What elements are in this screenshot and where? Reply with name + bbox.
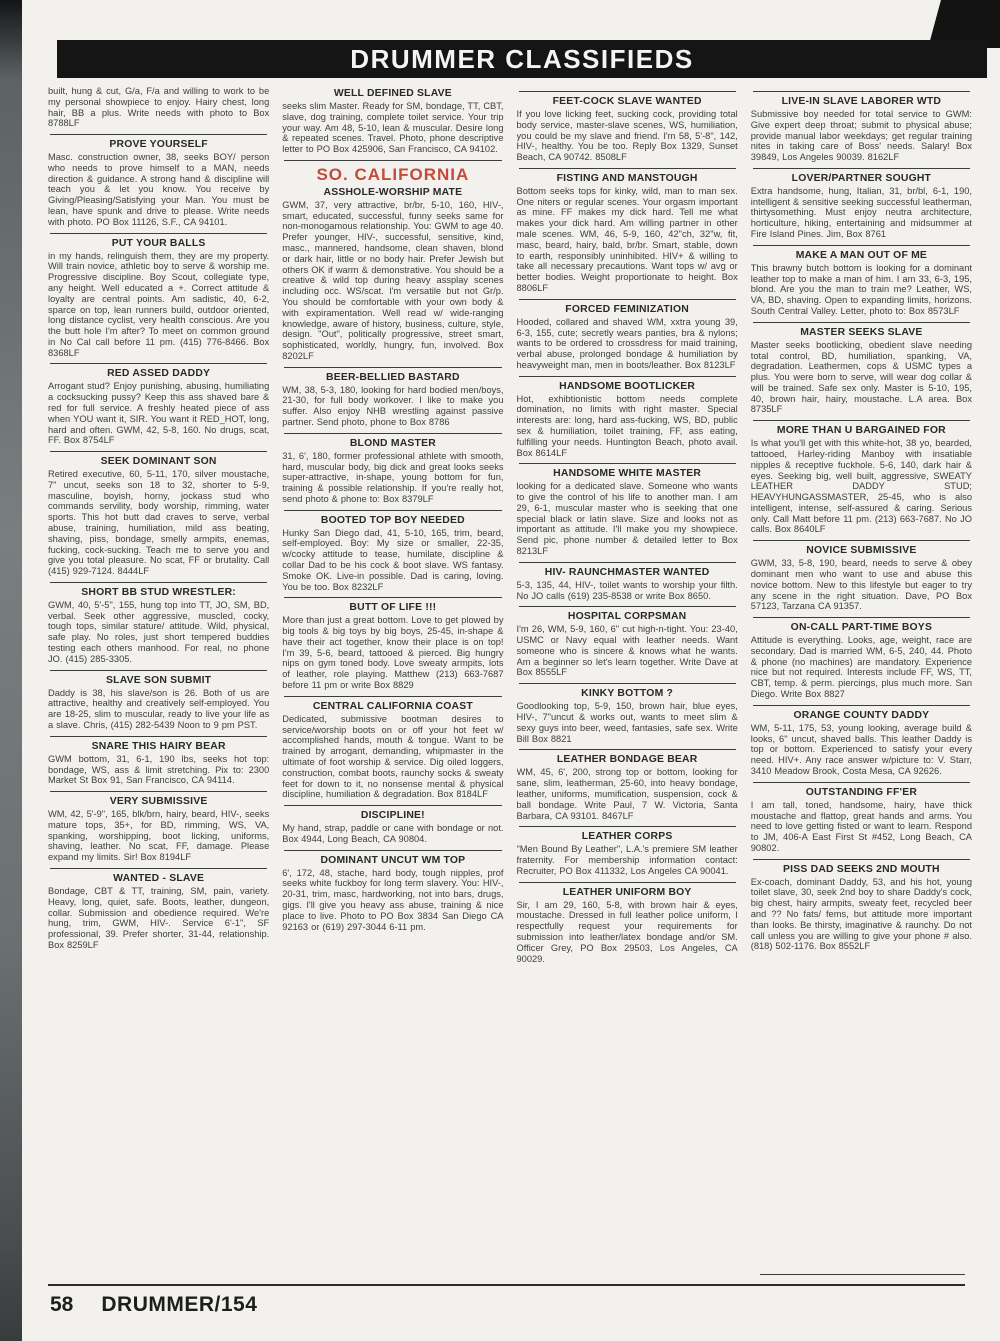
ad-title: MASTER SEEKS SLAVE <box>800 326 923 338</box>
ad-body: GWM, 33, 5-8, 190, beard, needs to serve & obey dominant men who want to use and abuse this novice bottom. New to this lifestyle but eager to try any scene in the right situation. Dave, PO Box 57123, Tarzana CA 91357. <box>750 558 972 612</box>
ad-title: ASSHOLE-WORSHIP MATE <box>323 186 463 198</box>
ad-divider <box>519 463 736 464</box>
ad-body: Masc. construction owner, 38, seeks BOY/ person who needs to prove himself to a MAN, needs direction & guidance. A strong hand & discipline will teach you & let you know. You receive by Giving/Pleasing/Satisfying your Man. You must be lean, have spunk and drive to please. Write needs with photo. PO Box 11126, S.F., CA 94101. <box>48 152 270 227</box>
column-1 <box>48 86 269 1282</box>
ad-title: SNARE THIS HAIRY BEAR <box>91 740 226 752</box>
ad-body: in my hands, relinguish them, they are my property. Will train novice, athletic boy to serve & worship me. Progressive discipline. Boy Scout, collegiate type, any height. Well educated a +. Correct attitude & loyalty are central points. Am sadistic, 40, 6-2, sparce on top, lean runners build, outdoor oriented, long distance cyclist, very health conscious. Are you the butt hole I'm after? To meet on common ground in No Cal call before 11 pm. (415) 776-8466. Box 8368LF <box>48 250 270 358</box>
ad-title: WANTED - SLAVE <box>113 872 205 884</box>
ad-body: Master seeks bootlicking, obedient slave needing total control, BD, humiliation, spanking, VA, degradation. Leathermen, cops & USMC types a plus. You were born to serve, will wear dog collar & will be trained. Safe sex only. Master is 5-10, 195, 40, brown hair, hairy, moustache. L.A area. Box 8735LF <box>750 339 972 415</box>
ad-divider <box>519 882 736 883</box>
classified-ad <box>751 545 972 612</box>
ad-body: Sir, I am 29, 160, 5-8, with brown hair & eyes, moustache. Dressed in full leather police uniform, I respectfully request your requirements for submission into leather/latex bondage and/or SM. Officer Grey, PO Box 29503, Los Angeles, CA 90029. <box>516 899 738 964</box>
ad-title: HANDSOME WHITE MASTER <box>553 468 702 480</box>
ad-divider <box>753 782 970 783</box>
ad-title: LOVER/PARTNER SOUGHT <box>791 172 932 184</box>
ad-title: FEET-COCK SLAVE WANTED <box>552 96 702 107</box>
column-3 <box>517 86 738 1282</box>
ad-body: Retired executive, 60, 5-11, 170, silver moustache, 7" uncut, seeks son 18 to 32, shorter to 5-9, masculine, boyish, horny, jockass stud who commands servility, body worship, rimming, water sports. This hot butt dad craves to serve, verbal abuse, training, humiliation, mild ass beating, shaving, piss, bondage, smelly armpits, enemas, fucking, cock-sucking. Teach me to serve you and give you total pleasure. No scat, FF or brutality. Call (415) 929-7124. 8444LF <box>48 469 270 577</box>
ad-title: SHORT BB STUD WRESTLER: <box>81 586 236 598</box>
ad-divider <box>284 160 501 161</box>
column-4 <box>751 86 972 1282</box>
page-header-bar <box>57 40 987 78</box>
classified-ad <box>282 602 503 690</box>
ad-title: BOOTED TOP BOY NEEDED <box>320 514 465 526</box>
ad-divider <box>519 683 736 684</box>
classified-ad <box>282 515 503 593</box>
ad-title: SLAVE SON SUBMIT <box>106 674 212 686</box>
ad-title: PUT YOUR BALLS <box>111 237 206 249</box>
ad-divider <box>284 597 501 598</box>
ad-title: HANDSOME BOOTLICKER <box>559 380 696 392</box>
ad-body: Dedicated, submissive bootman desires to service/worship boots on or off your hot feet w/ accomplished hands, mouth & tongue. Want to be trained by arrogant, demanding, whipmaster in the ultimate of foot worship & service. Dig oiled loggers, construction, combat boots, raunchy socks & sweaty feet for down to it, no nonsense mental & physical discipline, humiliation & degradation. Box 8184LF <box>282 713 504 800</box>
ad-divider <box>753 540 970 541</box>
ad-body: More than just a great bottom. Love to get plowed by big tools & big toys by big boys, 25-45, in-shape & have their act together, know their place is on top! I'm 39, 5-6, beard, tattooed & pierced. Big hungry nips on gym toned body. Love sweaty armpits, lots of leather, role playing. Matthew (213) 663-7687 before 11 pm or write Box 8829 <box>282 615 504 691</box>
ad-divider <box>50 451 267 452</box>
ad-title: BLOND MASTER <box>349 437 436 449</box>
ad-title: MORE THAN U BARGAINED FOR <box>776 425 946 437</box>
ad-divider <box>753 859 970 860</box>
ad-divider <box>519 168 736 169</box>
classified-ad <box>517 567 738 602</box>
ad-divider <box>753 322 970 323</box>
ad-title: SEEK DOMINANT SON <box>100 456 217 468</box>
ad-body: "Men Bound By Leather", L.A.'s premiere SM leather fraternity. For membership information contact: Recruiter, PO Box 411332, Los Angeles CA 90041. <box>516 844 738 876</box>
classifieds-columns <box>48 86 972 1282</box>
column-4-end-rule <box>760 1274 965 1275</box>
ad-body: Daddy is 38, his slave/son is 26. Both of us are attractive, healthy and creatively self-employed. You are 18-25, slim to muscular, ready to live your life as a slave. Chris, (415) 282-5439 Noon to 9 pm PST. <box>48 687 270 730</box>
section-heading-so-california: SO. CALIFORNIA <box>316 164 470 184</box>
classified-ad <box>48 139 269 227</box>
ad-body: GWM, 37, very attractive, br/br, 5-10, 160, HIV-, smart, educated, successful, funny seeks same for non-monogamous relationship. You: GWM to age 40. Prefer younger, HIV-, successful, sensitive, kind, masc., mannered, handsome, clean shaven, blond or dark hair, little or no body hair. Prefer Jewish but others OK if warm & demonstrative. You should be a creative & wild top during heavy assplay scenes including occ. WS/scat. I'm versatile but not Gr/p. You should be comfortable with your own body & with expiramentation. Well read w/ wide-ranging knowledge, aware of history, business, culture, style, design. "Out", politically progressive, street smart, sophisticated, worldly, hungry, fun, involved. Box 8202LF <box>282 199 504 361</box>
classified-ad <box>517 96 738 163</box>
ad-body: GWM bottom, 31, 6-1, 190 lbs, seeks hot top: bondage, WS, ass & limit stretching. Pix to: 2300 Market St Box 91, San Francisco, CA 94114. <box>48 753 270 786</box>
ad-body: Arrogant stud? Enjoy punishing, abusing, humiliating a cocksucking pussy? Keep this ass shaved bare & red for full service. A freshly heated piece of ass when YOU want it, SIR. You want it RED_HOT, long, hard and often. GWM, 42, 5-8, 160. No drugs, scat, FF. Box 8754LF <box>48 381 270 446</box>
ad-title: KINKY BOTTOM ? <box>581 688 674 700</box>
ad-divider <box>284 805 501 806</box>
ad-body: Extra handsome, hung, Italian, 31, br/bl, 6-1, 190, intelligent & sensitive seeking successful leatherman, thirtysomething. Must enjoy neutra architecture, horticulture, hiking, entertaining and midsummer at Fire Island Pines. Jim, Box 8761 <box>750 185 972 240</box>
ad-title: RED ASSED DADDY <box>107 368 211 380</box>
ad-body: WM, 5-11, 175, 53, young looking, average build & looks, 6" uncut, shaved balls. This leather Daddy is top or bottom. Experienced to satisfy your every need. HIV+. Any race answer w/picture to: V. Starr, 3410 Meadow Brook, Costa Mesa, CA 92626. <box>750 722 972 776</box>
ad-divider <box>50 134 267 135</box>
ad-body: This brawny butch bottom is looking for a dominant leather top to make a man of him. I am 33, 6-3, 195, blond. Are you the man to train me? Leather, WS, VA, BD, shaving. Open to expanding limits, horizons. South Central Valley. Letter, photo to: Box 8573LF <box>750 262 972 316</box>
ad-divider <box>284 696 501 697</box>
classified-ad <box>48 368 269 446</box>
classified-ad <box>282 855 503 933</box>
classified-ad <box>48 86 269 129</box>
classified-ad <box>282 701 503 800</box>
ad-body: Ex-coach, dominant Daddy, 53, and his hot, young toilet slave, 30, seek 2nd boy to share Daddy's cock, big chest, hairy armpits, sweaty feet, recycled beer and ?? No fats/ fems, but attitude more important than looks. Be thirsty, imaginative & raunchy. Do not call unless you are willing to give your phone # also. (818) 502-1176. Box 8552LF <box>750 876 972 952</box>
classified-ad <box>282 810 503 845</box>
ad-divider <box>284 367 501 368</box>
classified-ad <box>751 787 972 854</box>
ad-divider <box>519 299 736 300</box>
ad-title: PISS DAD SEEKS 2ND MOUTH <box>783 863 940 875</box>
ad-body: Goodlooking top, 5-9, 150, brown hair, blue eyes, HIV-, 7"uncut & works out, wants to meet slim & sexy guys into beer, weed, fantasies, safe sex. Write Bill Box 8821 <box>516 701 738 744</box>
ad-body: WM, 45, 6', 200, strong top or bottom, looking for sane, slim, leatherman, 25-60, into heavy bondage, leather, uniforms, mumification, suspension, cock & ball bondage. Write Paul, 7 W. Victoria, Santa Barbara, CA 93101. 8467LF <box>516 767 738 821</box>
page-title: DRUMMER CLASSIFIEDS <box>350 43 694 74</box>
ad-body: seeks slim Master. Ready for SM, bondage, TT, CBT, slave, dog training, complete toilet service. Your trip your way. Am 48, 5-10, lean & muscular. Desire long & repeated scenes. Travel. Photo, phone descriptive letter to PO Box 425906, San Francisco, CA 94102. <box>282 101 504 155</box>
ad-body: built, hung & cut, G/a, F/a and willing to work to be my personal showpiece to enjoy. Hairy chest, long hair, BB a plus. Write needs with photo to Box 8788LF <box>48 86 270 129</box>
ad-divider <box>519 376 736 377</box>
classified-ad <box>282 372 503 428</box>
ad-body: 5-3, 135, 44, HIV-, toilet wants to worship your filth. No JO calls (619) 235-8538 or write Box 8650. <box>516 579 738 601</box>
page-number: 58 <box>50 1293 74 1316</box>
ad-body: Attitude is everything. Looks, age, weight, race are secondary. Dad is married WM, 6-5, 240, 44. Photo & phone (no machines) are mandatory. Experience nice but not required. Interests include FF, WS, TT, CBT, temp. & perm. piercings, plus much more. San Diego. Write Box 8827 <box>750 635 972 700</box>
ad-divider <box>753 705 970 706</box>
classified-ad <box>751 250 972 317</box>
ad-divider <box>753 420 970 421</box>
classified-ad <box>48 796 269 863</box>
ad-title: ORANGE COUNTY DADDY <box>793 709 930 721</box>
ad-body: 6', 172, 48, stache, hard body, tough nipples, prof seeks white fuckboy for long term slavery. You: HIV-, 20-31, trim, masc, hardworking, not into bars, drugs, gigs. I'll give you heavy ass abuse, training & nice place to live. Photo to PO Box 3834 San Diego CA 92163 or (619) 297-3044 6-11 pm. <box>282 867 504 932</box>
ad-title: ON-CALL PART-TIME BOYS <box>790 622 933 634</box>
ad-title: WELL DEFINED SLAVE <box>333 88 452 99</box>
ad-body: Is what you'll get with this white-hot, 38 yo, bearded, tattooed, Harley-riding Manboy with insatiable nipples & receptive fuckhole. 5-6, 140, dark hair & eyes. Seeking big, well built, aggressive, SWEATY LEATHER DADDY STUD; HEAVYHUNGASSMASTER, 25-45, who is also intelligent, intense, self-assured & caring. Serious only. Call Matt before 11 pm. (213) 663-7687. No JO calls. Box 8640LF <box>750 438 972 535</box>
ad-divider <box>519 91 736 92</box>
column-2 <box>282 86 503 1282</box>
classified-ad <box>751 864 972 952</box>
ad-title: DISCIPLINE! <box>360 810 425 822</box>
ad-title: CENTRAL CALIFORNIA COAST <box>312 700 473 712</box>
classified-ad <box>517 688 738 744</box>
classified-ad <box>751 173 972 240</box>
classified-ad <box>48 741 269 786</box>
classified-ad <box>751 710 972 777</box>
magazine-title: DRUMMER/154 <box>101 1293 258 1316</box>
ad-divider <box>753 91 970 92</box>
classified-ad <box>48 873 269 951</box>
ad-body: Hooded, collared and shaved WM, xxtra young 39, 6-3, 155, cute; secretly wears panties, bra & nylons; wants to be ordered to crossdress for maid training, verbal abuse, prolonged bondage & humiliation by heavyweight man, men in boots/leather. Box 8123LF <box>516 316 738 370</box>
ad-title: LIVE-IN SLAVE LABORER WTD <box>781 96 942 107</box>
classified-ad <box>517 381 738 459</box>
ad-divider <box>50 582 267 583</box>
ad-title: NOVICE SUBMISSIVE <box>806 545 917 557</box>
ad-body: Bottom seeks tops for kinky, wild, man to man sex. One niters or regular scenes. Your orgasm important as mine. FF makes my dick hard. Tell me what makes your dick hard. Am willing partner in other male scenes. WM, 46, 5-9, 160, 42"ch, 32"w, fit, masc, beard, hairy, bald, br/br. Smart, stable, down to earth, responsibly uninhibited. HIV+ & willing to take all necessary precautions. Want tops w/ avg or better bodies. Weight proportionate to height. Box 8806LF <box>516 185 738 293</box>
ad-divider <box>519 826 736 827</box>
classified-ad <box>48 238 269 359</box>
ad-body: I am tall, toned, handsome, hairy, have thick moustache and flattop, great hands and arms. You need to love getting fisted or want to learn. Respond to JM, 406-A East First St #452, Long Beach, CA 90802. <box>750 799 972 853</box>
classified-ad <box>517 468 738 556</box>
ad-title: HOSPITAL CORPSMAN <box>567 611 687 623</box>
ad-divider <box>753 245 970 246</box>
ad-divider <box>50 363 267 364</box>
ad-divider <box>284 510 501 511</box>
classified-ad <box>517 887 738 965</box>
ad-title: VERY SUBMISSIVE <box>109 796 208 808</box>
classified-ad <box>517 754 738 821</box>
ad-body: GWM, 40, 5'-5", 155, hung top into TT, JO, SM, BD, verbal. Seek other aggressive, muscled, cocky, tough tops, similar stature/ attitude. Wild, physical, safe play. No roles, just short tempered buddies testing each others manhood. For real, no phone JO. (415) 285-3305. <box>48 599 270 664</box>
classified-ad <box>751 96 972 163</box>
classified-ad <box>751 425 972 535</box>
ad-body: Hunky San Diego dad, 41, 5-10, 165, trim, beard, self-employed. Boy: My size or smaller, 22-35, w/cocky attitude to tease, humilate, discipline & collar Dad to be his cock & boot slave. WS fantasy. Smoke OK. Live-in possible. Dad is caring, loving. You be too. Box 8232LF <box>282 527 504 592</box>
ad-divider <box>50 791 267 792</box>
classified-ad <box>48 456 269 577</box>
ad-title: LEATHER CORPS <box>581 831 673 843</box>
ad-body: My hand, strap, paddle or cane with bondage or not. Box 4944, Long Beach, CA 90804. <box>282 823 504 844</box>
ad-title: BUTT OF LIFE !!! <box>349 602 437 614</box>
ad-body: Submissive boy needed for total service to GWM: Give expert deep throat; submit to physical abuse; provide manual labor weekdays; get regular training nites in taking care of Boss' needs. Salary! Box 39849, Los Angeles 90039. 8162LF <box>750 109 972 163</box>
classified-ad <box>282 187 503 362</box>
ad-title: OUTSTANDING FF'ER <box>805 786 918 798</box>
ad-title: LEATHER UNIFORM BOY <box>562 886 692 898</box>
ad-title: MAKE A MAN OUT OF ME <box>795 249 928 261</box>
ad-body: WM, 38, 5-3, 180, looking for hard bodied men/boys, 21-30, for full body workover. I like to make you suffer. Also enjoy NHB wrestling against passive partner. Send photo, phone to Box 8786 <box>282 384 504 427</box>
page-edge-strip <box>0 0 22 1341</box>
ad-body: I'm 26, WM, 5-9, 160, 6" cut high-n-tight. You: 23-40, USMC or Navy equal with leather needs. Want someone who is sincere & knows what he wants. Am a beginner so let's learn together. Write Dave at Box 8555LF <box>516 624 738 678</box>
classified-ad <box>48 675 269 731</box>
ad-body: WM, 42, 5'-9", 165, blk/brn, hairy, beard, HIV-, seeks mature tops, 35+, for BD, rimming, WS, VA, spanking, worshipping, boot licking, uniforms, shaving, leather. No scat, FF, damage. Please expand my limits. Sir! Box 8194LF <box>48 809 270 863</box>
classified-ad <box>517 831 738 876</box>
page-footer <box>50 1293 257 1317</box>
ad-body: 31, 6', 180, former professional athlete with smooth, hard, muscular body, big dick and great looks seeks super-attractive, in-shape, young bottom for fun, training & possible relationship. If you're really hot, send photo & phone to: Box 8379LF <box>282 450 504 504</box>
ad-divider <box>284 850 501 851</box>
classified-ad <box>282 438 503 505</box>
classified-ad <box>517 173 738 294</box>
ad-body: If you love licking feet, sucking cock, providing total body service, master-slave scenes, WS, humiliation, you could be my slave and friend. I'm 58, 5'-8", 142, HIV-, healthy. You be too. Reply Box 1329, Sunset Beach, CA 90742. 8508LF <box>516 109 738 163</box>
ad-title: BEER-BELLIED BASTARD <box>326 371 460 383</box>
ad-divider <box>519 562 736 563</box>
ad-divider <box>50 670 267 671</box>
classified-ad <box>282 88 503 155</box>
ad-divider <box>50 233 267 234</box>
ad-title: LEATHER BONDAGE BEAR <box>556 754 698 766</box>
ad-divider <box>753 617 970 618</box>
ad-title: DOMINANT UNCUT WM TOP <box>320 854 466 866</box>
ad-divider <box>50 736 267 737</box>
ad-body: Bondage, CBT & TT, training, SM, pain, variety. Heavy, long, quiet, safe. Boots, leather, dungeon, collar. Submission and obedience required. We're hung, trim, GWM, HIV-. Service 6'-1", SF professional, 39. Prefer shorter, 31-44, relationship. Box 8259LF <box>48 885 270 950</box>
classified-ad <box>517 304 738 371</box>
ad-title: HIV- RAUNCHMASTER WANTED <box>544 566 710 578</box>
classified-ad <box>751 622 972 700</box>
ad-divider <box>519 749 736 750</box>
ad-body: Hot, exhibtionistic bottom needs complete domination, no limits with right master. Special interests are: long, hard ass-fucking, WS, BD, public sex & humiliation, toilet training, FF, ass eating, fulfilling your needs. Huntington Beach, photo avail. Box 8614LF <box>516 393 738 458</box>
ad-title: PROVE YOURSELF <box>109 139 208 151</box>
ad-title: FISTING AND MANSTOUGH <box>556 172 698 184</box>
footer-rule <box>48 1284 965 1286</box>
ad-divider <box>50 868 267 869</box>
ad-divider <box>519 606 736 607</box>
classified-ad <box>517 611 738 678</box>
classified-ad <box>751 327 972 415</box>
ad-title: FORCED FEMINIZATION <box>565 303 689 315</box>
classified-ad <box>48 587 269 665</box>
ad-divider <box>753 168 970 169</box>
ad-body: looking for a dedicated slave. Someone who wants to give the control of his life to another man. I am 29, 6-1, muscular master who is seeking that one special black or latin slave. Size and looks not as important as attitude. I'll make you my showpiece. Send pic, phone number & detailed letter to Box 8213LF <box>516 481 738 556</box>
ad-divider <box>284 433 501 434</box>
